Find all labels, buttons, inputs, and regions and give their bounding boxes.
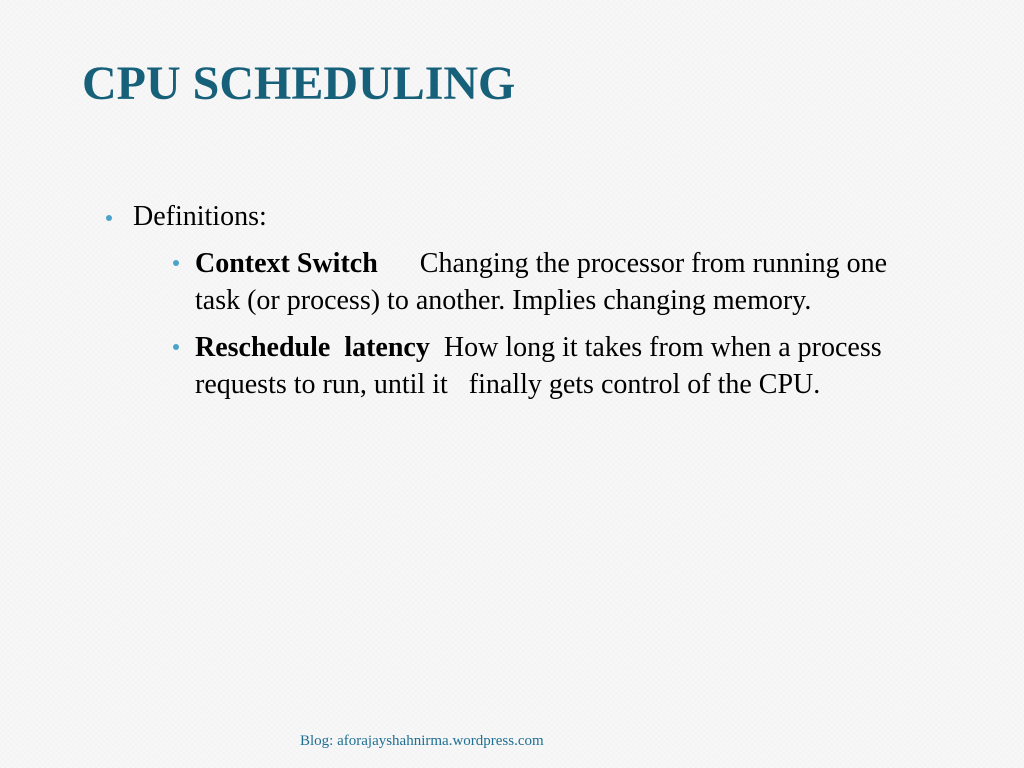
definition-text bbox=[195, 329, 935, 403]
bullet-dot-icon bbox=[173, 344, 179, 350]
bullet-definitions bbox=[106, 200, 926, 234]
definition-list bbox=[173, 245, 943, 413]
definition-description: Changing the processor from running one task (or process) to another. Implies changing memory. bbox=[195, 248, 888, 316]
slide-title: CPU SCHEDULING bbox=[82, 57, 516, 110]
definition-description: How long it takes from when a process requests to run, until it finally gets control of the CPU. bbox=[195, 332, 889, 400]
definition-separator bbox=[378, 248, 420, 279]
bullet-dot-icon bbox=[173, 260, 179, 266]
definition-separator bbox=[430, 332, 444, 363]
definition-term: Context Switch bbox=[195, 248, 378, 279]
definition-term: Reschedule latency bbox=[195, 332, 430, 363]
footer-blog-link[interactable]: Blog: aforajayshahnirma.wordpress.com bbox=[300, 733, 544, 749]
bullet-dot-icon bbox=[106, 215, 112, 221]
definition-item-reschedule-latency bbox=[173, 329, 943, 403]
bullet-definitions-label: Definitions: bbox=[133, 201, 267, 232]
definition-text bbox=[195, 245, 935, 319]
definition-item-context-switch bbox=[173, 245, 943, 319]
